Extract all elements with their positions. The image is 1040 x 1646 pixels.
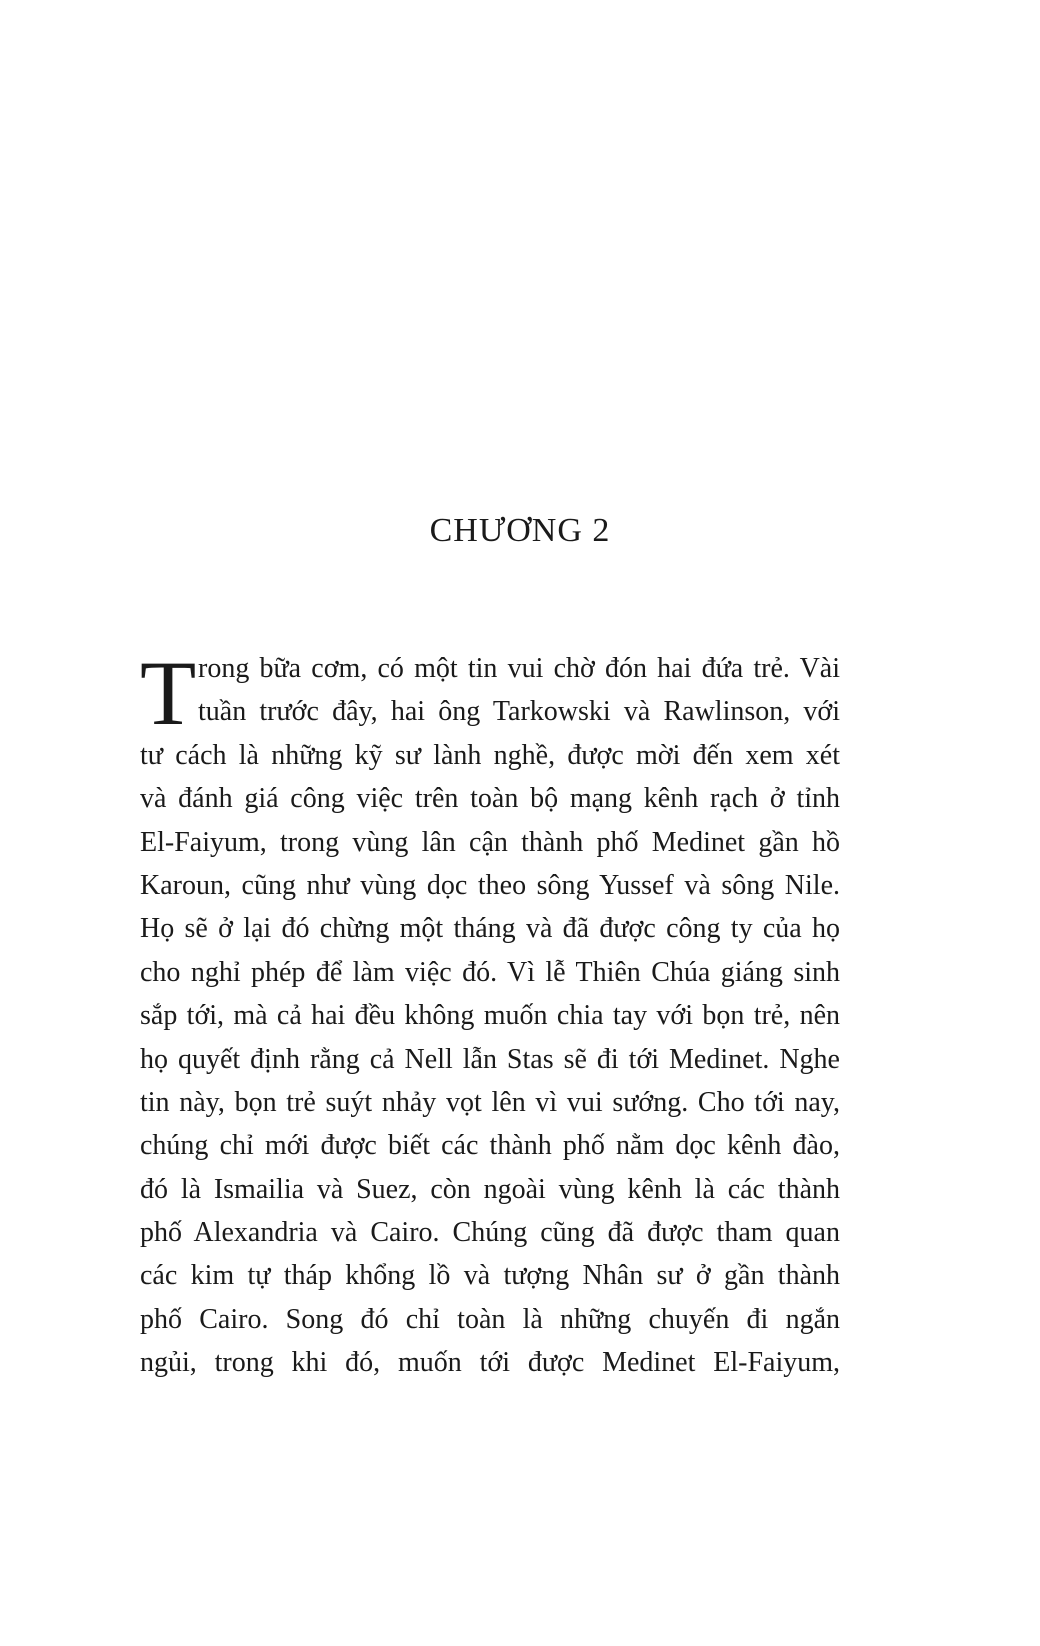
text-line: rong bữa cơm, có một tin vui chờ đón hai đứa trẻ. Vài [198,653,840,684]
text-line: phố Alexandria và Cairo. Chúng cũng đã được tham quan [140,1217,840,1249]
text-line: phố Cairo. Song đó chỉ toàn là những chuyến đi ngắn [140,1303,840,1335]
text-line: đó là Ismailia và Suez, còn ngoài vùng kênh là các thành [140,1173,840,1205]
text-line: Karoun, cũng như vùng dọc theo sông Yussef và sông Nile. [140,869,840,901]
text-line: và đánh giá công việc trên toàn bộ mạng kênh rạch ở tỉnh [140,783,840,815]
text-line: cho nghỉ phép để làm việc đó. Vì lễ Thiên Chúa giáng sinh [140,956,840,988]
text-line: tuần trước đây, hai ông Tarkowski và Rawlinson, với [198,696,840,728]
text-line: Họ sẽ ở lại đó chừng một tháng và đã được công ty của họ [140,913,840,945]
text-line: ngủi, trong khi đó, muốn tới được Medinet El-Faiyum, [140,1347,840,1379]
drop-cap: T [140,642,197,744]
text-line: chúng chỉ mới được biết các thành phố nằm dọc kênh đào, [140,1130,840,1162]
text-line: tư cách là những kỹ sư lành nghề, được mời đến xem xét [140,739,840,771]
text-line: họ quyết định rằng cả Nell lẫn Stas sẽ đi tới Medinet. Nghe [140,1043,840,1075]
text-line: các kim tự tháp khổng lồ và tượng Nhân sư ở gần thành [140,1260,840,1292]
chapter-title: CHƯƠNG 2 [429,512,611,549]
chapter-body-text [140,642,840,1385]
text-line: El-Faiyum, trong vùng lân cận thành phố Medinet gần hồ [140,826,840,858]
text-line: tin này, bọn trẻ suýt nhảy vọt lên vì vui sướng. Cho tới nay, [140,1086,840,1118]
text-line: sắp tới, mà cả hai đều không muốn chia tay với bọn trẻ, nên [140,1000,840,1032]
